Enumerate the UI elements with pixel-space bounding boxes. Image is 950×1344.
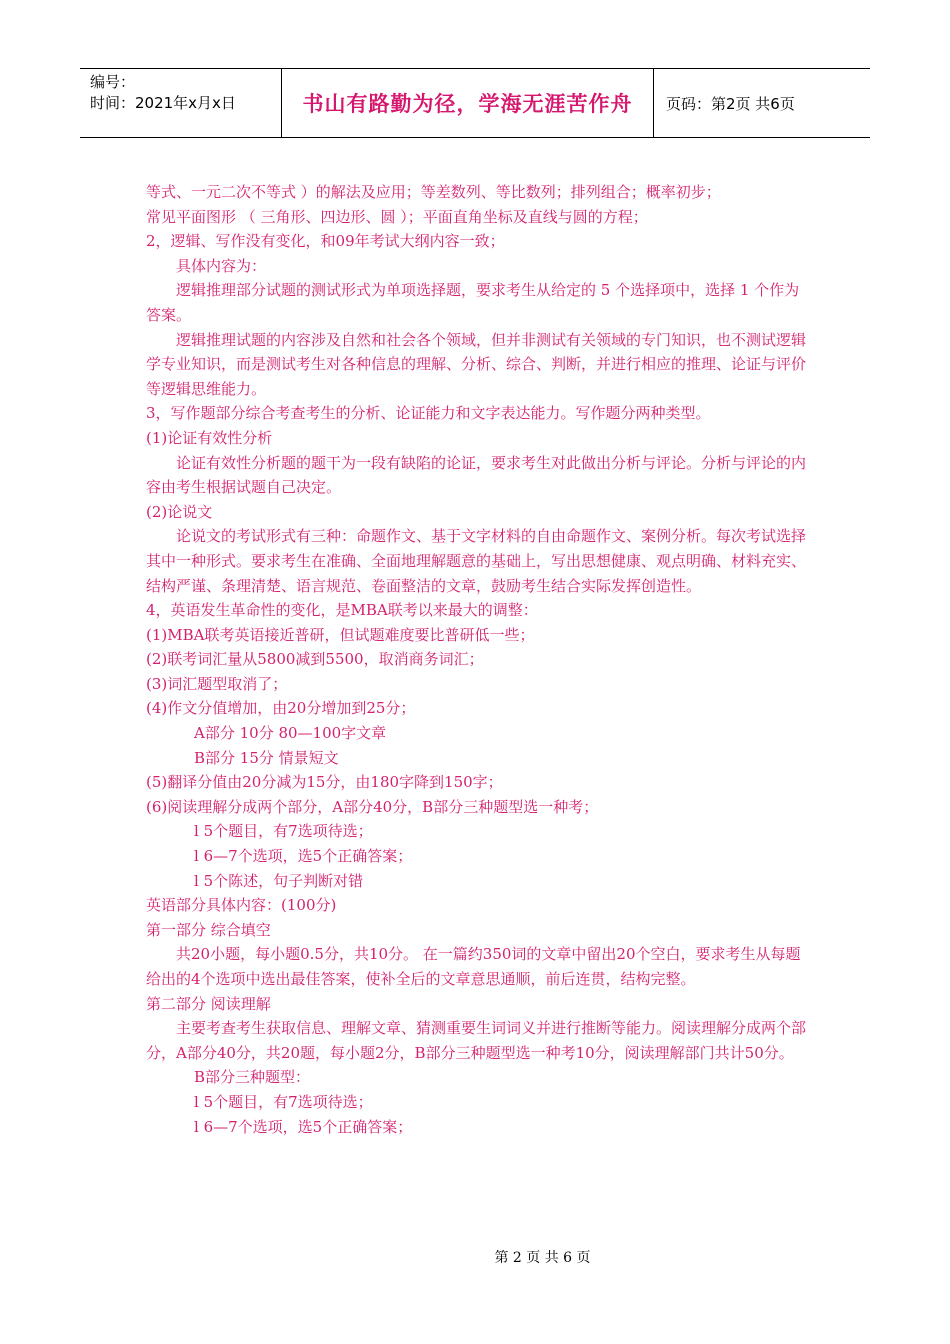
document-body xyxy=(146,180,806,1139)
list-item: (5)翻译分值由20分减为15分，由180字降到150字； xyxy=(146,773,503,792)
section-heading: 英语部分具体内容：(100分) xyxy=(146,896,337,915)
subheading: (1)论证有效性分析 xyxy=(146,428,273,447)
number-label: 编号： xyxy=(90,73,136,91)
section-heading: 4，英语发生革命性的变化，是MBA联考以来最大的调整： xyxy=(146,601,538,620)
list-item: (2)联考词汇量从5800减到5500，取消商务词汇； xyxy=(146,650,484,669)
paragraph: 论证有效性分析题的题干为一段有缺陷的论证，要求考生对此做出分析与评论。分析与评论的内容由考生根据试题自己决定。 xyxy=(146,453,807,497)
motto: 书山有路勤为径，学海无涯苦作舟 xyxy=(282,69,654,137)
section-heading: 2，逻辑、写作没有变化，和09年考试大纲内容一致； xyxy=(146,232,505,251)
paragraph: 逻辑推理部分试题的测试形式为单项选择题，要求考生从给定的 5 个选择项中，选择 1 个作为答案。 xyxy=(146,281,800,324)
header-meta xyxy=(80,69,282,137)
paragraph: 常见平面图形 （ 三角形、四边形、圆 ）；平面直角坐标及直线与圆的方程； xyxy=(146,207,648,226)
page-footer xyxy=(0,1247,950,1267)
sub-list-item: l 6—7个选项，选5个正确答案； xyxy=(194,847,413,866)
sub-list-item: l 6—7个选项，选5个正确答案； xyxy=(194,1117,413,1136)
subheading: 第二部分 阅读理解 xyxy=(146,994,271,1013)
subheading: 第一部分 综合填空 xyxy=(146,920,271,939)
sub-list-item: B部分三种题型： xyxy=(194,1068,311,1087)
paragraph: 具体内容为： xyxy=(176,256,267,275)
section-heading: 3，写作题部分综合考查考生的分析、论证能力和文字表达能力。写作题分两种类型。 xyxy=(146,404,711,423)
sub-list-item: l 5个陈述，句子判断对错 xyxy=(194,871,364,890)
subheading: (2)论说文 xyxy=(146,502,213,521)
paragraph: 等式、一元二次不等式 ）的解法及应用；等差数列、等比数列；排列组合；概率初步； xyxy=(146,183,721,201)
time-label: 时间：2021年x月x日 xyxy=(90,94,236,112)
sub-list-item: B部分 15分 情景短文 xyxy=(194,748,339,767)
list-item: (3)词汇题型取消了； xyxy=(146,674,288,693)
list-item: (4)作文分值增加，由20分增加到25分； xyxy=(146,699,416,718)
sub-list-item: l 5个题目，有7选项待选； xyxy=(194,1092,373,1111)
sub-list-item: l 5个题目，有7选项待选； xyxy=(194,822,373,841)
page-info: 页码：第2页 共6页 xyxy=(666,94,795,113)
paragraph: 共20小题，每小题0.5分，共10分。 在一篇约350词的文章中留出20个空白，要求考生从每题给出的4个选项中选出最佳答案，使补全后的文章意思通顺，前后连贯，结构完整。 xyxy=(146,945,801,988)
paragraph: 主要考查考生获取信息、理解文章、猜测重要生词词义并进行推断等能力。阅读理解分成两个部分，A部分40分，共20题，每小题2分，B部分三种题型选一种考10分，阅读理解部门共计50分。 xyxy=(146,1019,807,1062)
paragraph: 论说文的考试形式有三种：命题作文、基于文字材料的自由命题作文、案例分析。每次考试选择其中一种形式。要求考生在准确、全面地理解题意的基础上，写出思想健康、观点明确、材料充实、结构严谨、条理清楚、语言规范、卷面整洁的文章，鼓励考生结合实际发挥创造性。 xyxy=(146,527,807,595)
paragraph: 逻辑推理试题的内容涉及自然和社会各个领域，但并非测试有关领域的专门知识，也不测试逻辑学专业知识，而是测试考生对各种信息的理解、分析、综合、判断，并进行相应的推理、论证与评价等逻辑思维能力。 xyxy=(146,330,807,398)
document-header xyxy=(80,68,870,138)
sub-list-item: A部分 10分 80—100字文章 xyxy=(194,724,387,743)
list-item: (1)MBA联考英语接近普研，但试题难度要比普研低一些； xyxy=(146,625,535,644)
list-item: (6)阅读理解分成两个部分，A部分40分，B部分三种题型选一种考； xyxy=(146,797,599,816)
footer-page-number: 第 2 页 共 6 页 xyxy=(494,1250,591,1266)
